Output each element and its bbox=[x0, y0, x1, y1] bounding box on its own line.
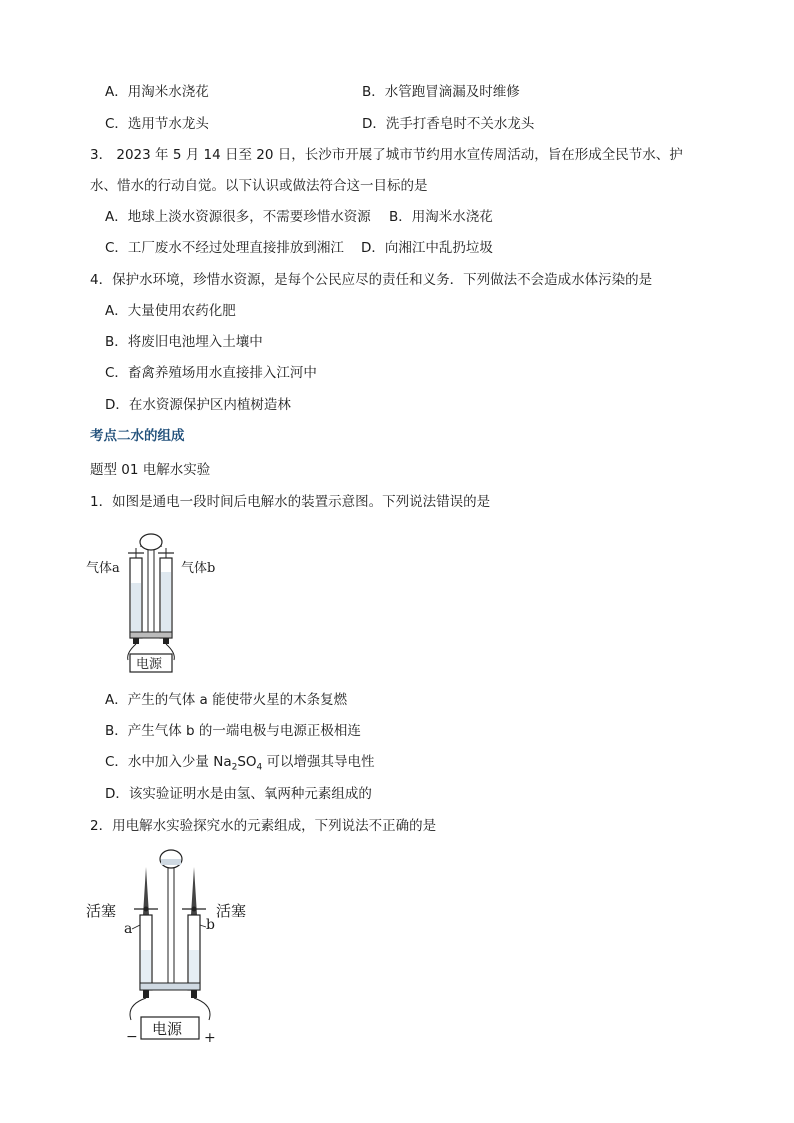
q4-option-a: A．大量使用农药化肥 bbox=[105, 303, 236, 319]
q2-tube-a-label: a bbox=[124, 921, 133, 937]
q4-stem: 4．保护水环境，珍惜水资源，是每个公民应尽的责任和义务．下列做法不会造成水体污染的是 bbox=[90, 272, 653, 288]
prev-option-b: B．水管跑冒滴漏及时维修 bbox=[362, 84, 520, 100]
q1-option-d: D．该实验证明水是由氢、氧两种元素组成的 bbox=[105, 786, 372, 802]
q1-stem: 1．如图是通电一段时间后电解水的装置示意图。下列说法错误的是 bbox=[90, 494, 491, 510]
q1-option-c: C．水中加入少量 $Na_2SO_4$ 可以增强其导电性 bbox=[105, 754, 375, 773]
q4-option-d: D．在水资源保护区内植树造林 bbox=[105, 397, 291, 413]
prev-option-a: A．用淘米水浇花 bbox=[105, 84, 209, 100]
prev-option-d: D．洗手打香皂时不关水龙头 bbox=[362, 116, 535, 132]
type-heading: 题型 01 电解水实验 bbox=[90, 462, 211, 478]
prev-option-c: C．选用节水龙头 bbox=[105, 116, 209, 132]
q2-valve-left-label: 活塞 bbox=[86, 902, 117, 920]
q4-option-b: B．将废旧电池埋入土壤中 bbox=[105, 334, 263, 350]
q3-option-a: A．地球上淡水资源很多，不需要珍惜水资源 bbox=[105, 209, 371, 225]
q1-gas-a-label: 气体a bbox=[86, 561, 120, 576]
q1-gas-b-label: 气体b bbox=[181, 561, 216, 576]
q2-tube-b-label: b bbox=[206, 917, 215, 933]
q1-option-b: B．产生气体 b 的一端电极与电源正极相连 bbox=[105, 723, 361, 739]
section-heading: 考点二水的组成 bbox=[90, 428, 185, 444]
q2-power-label: 电源 bbox=[152, 1020, 183, 1038]
electrolysis-figure-1 bbox=[86, 528, 236, 678]
q3-option-d: D．向湘江中乱扔垃圾 bbox=[361, 240, 493, 256]
q3-option-c: C．工厂废水不经过处理直接排放到湘江 bbox=[105, 240, 344, 256]
q3-stem-line1: 3． 2023 年 5 月 14 日至 20 日，长沙市开展了城市节约用水宣传周活动，旨在形成全民节水、护 bbox=[90, 147, 683, 163]
q1-power-label: 电源 bbox=[136, 657, 163, 672]
q1-option-a: A．产生的气体 a 能使带火星的木条复燃 bbox=[105, 692, 348, 708]
q2-stem: 2．用电解水实验探究水的元素组成，下列说法不正确的是 bbox=[90, 818, 437, 834]
q2-valve-right-label: 活塞 bbox=[216, 902, 247, 920]
q4-option-c: C．畜禽养殖场用水直接排入江河中 bbox=[105, 365, 317, 381]
q3-stem-line2: 水、惜水的行动自觉。以下认识或做法符合这一目标的是 bbox=[90, 178, 428, 194]
q2-minus-label: − bbox=[126, 1029, 138, 1045]
q3-option-b: B．用淘米水浇花 bbox=[389, 209, 493, 225]
electrolysis-figure-2 bbox=[86, 845, 266, 1045]
q2-plus-label: + bbox=[204, 1030, 216, 1046]
